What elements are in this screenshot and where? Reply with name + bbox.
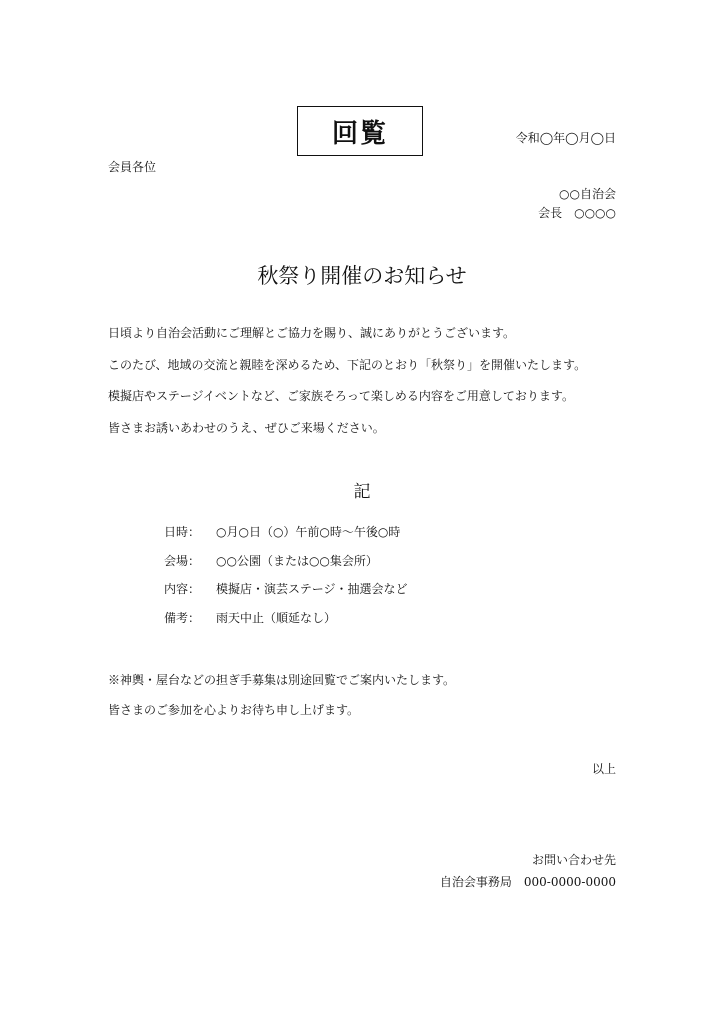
detail-row-remarks: [164, 604, 408, 633]
circular-stamp: 回覧: [297, 106, 423, 156]
detail-value: ○月○日（○）午前○時～午後○時: [216, 525, 401, 539]
note-line: 皆さまのご参加を心よりお待ち申し上げます。: [108, 703, 360, 717]
document-title: 秋祭り開催のお知らせ: [257, 264, 467, 288]
issue-date: 令和◯年◯月◯日: [515, 131, 616, 145]
event-details: [164, 518, 408, 632]
sender-block: [538, 185, 616, 223]
detail-value: ○○公園（または○○集会所）: [216, 553, 378, 568]
body-text: [108, 318, 586, 444]
body-line: このたび、地域の交流と親睦を深めるため、下記のとおり「秋祭り」を開催いたします。: [108, 357, 587, 372]
contact-label: お問い合わせ先: [531, 853, 616, 867]
body-line: 皆さまお誘いあわせのうえ、ぜひご来場ください。: [108, 420, 385, 435]
detail-label: 内容：: [164, 582, 201, 596]
recipient: 会員各位: [108, 160, 157, 174]
detail-row-datetime: [164, 518, 408, 547]
closing-mark: 以上: [591, 762, 616, 776]
sender-org: ○○自治会: [559, 187, 616, 201]
detail-label: 会場：: [164, 553, 201, 568]
detail-value: 雨天中止（順延なし）: [216, 610, 337, 625]
detail-label: 備考：: [164, 610, 201, 625]
sender-name: 会長 ○○○○: [538, 206, 616, 220]
notes: [108, 665, 455, 725]
body-line: 模擬店やステージイベントなど、ご家族そろって楽しめる内容をご用意しております。: [108, 389, 574, 403]
detail-row-content: [164, 575, 408, 604]
detail-label: 日時：: [164, 525, 201, 539]
contact-block: [440, 849, 616, 893]
ki-heading: 記: [353, 482, 371, 502]
detail-row-venue: [164, 547, 408, 576]
detail-value: 模擬店・演芸ステージ・抽選会など: [216, 582, 408, 596]
body-line: 日頃より自治会活動にご理解とご協力を賜り、誠にありがとうございます。: [108, 326, 516, 340]
contact-office: 自治会事務局 000-0000-0000: [439, 875, 616, 889]
note-line: ※神輿・屋台などの担ぎ手募集は別途回覧でご案内いたします。: [108, 673, 456, 687]
